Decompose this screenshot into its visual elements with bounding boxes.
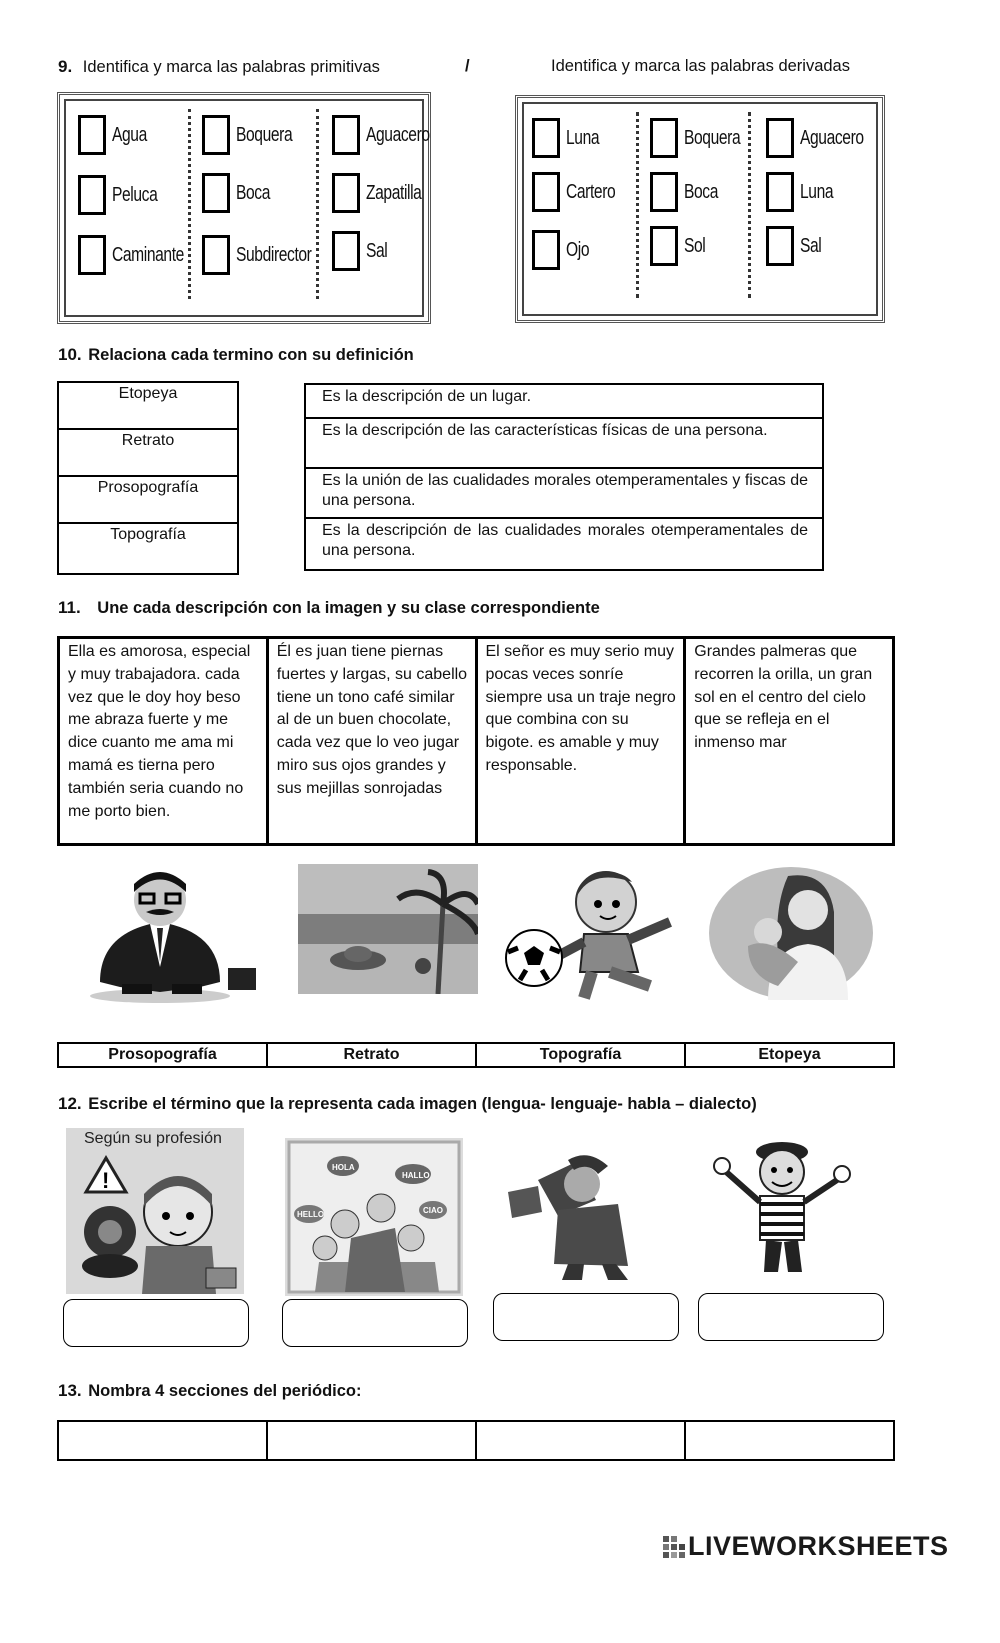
section-input[interactable] <box>477 1422 686 1459</box>
beach-icon <box>298 864 478 994</box>
word-label: Cartero <box>566 180 616 203</box>
q9-separator: / <box>465 57 470 75</box>
q13-title: Nombra 4 secciones del periódico: <box>88 1382 362 1400</box>
descriptions-table <box>57 636 895 846</box>
mime-image[interactable] <box>704 1130 860 1276</box>
word-item[interactable] <box>332 173 437 213</box>
q9-heading <box>58 57 380 77</box>
children-languages-icon <box>285 1138 463 1296</box>
word-item[interactable] <box>202 235 333 275</box>
speech-bubble: CIAO <box>423 1206 443 1215</box>
checkbox[interactable] <box>532 230 560 270</box>
answer-input[interactable] <box>63 1299 249 1347</box>
image-caption: Según su profesión <box>84 1130 222 1147</box>
description-cell[interactable]: Grandes palmeras que recorren la orilla, un gran sol en el centro del cielo que se refleja en el inmenso mar <box>694 643 873 752</box>
mechanic-icon <box>66 1128 244 1294</box>
word-label: Boquera <box>236 123 293 146</box>
checkbox[interactable] <box>766 118 794 158</box>
businessman-icon <box>60 862 260 1004</box>
businessman-image[interactable] <box>60 862 260 1004</box>
term-cell[interactable]: Prosopografía <box>59 477 237 524</box>
word-item[interactable] <box>766 226 827 266</box>
definition-cell[interactable]: Es la descripción de las características físicas de una persona. <box>306 419 822 469</box>
word-item[interactable] <box>78 235 204 275</box>
word-item[interactable] <box>532 172 629 212</box>
definitions-table <box>304 383 824 571</box>
primitive-words-box <box>57 92 431 324</box>
svg-text:!: ! <box>102 1168 110 1193</box>
definition-cell[interactable]: Es la descripción de un lugar. <box>306 385 822 419</box>
word-label: Luna <box>800 180 834 203</box>
q11-heading <box>58 598 600 618</box>
beggar-image[interactable] <box>498 1140 662 1286</box>
word-label: Ojo <box>566 238 590 261</box>
children-languages-image[interactable] <box>285 1138 463 1296</box>
word-item[interactable] <box>650 172 728 212</box>
definition-cell[interactable]: Es la descripción de las cualidades morales otemperamentales de una persona. <box>322 522 808 559</box>
mother-baby-icon <box>708 866 874 1000</box>
word-item[interactable] <box>332 115 448 155</box>
checkbox[interactable] <box>78 115 106 155</box>
word-label: Subdirector <box>236 243 312 266</box>
q9-right-title: Identifica y marca las palabras derivadas <box>551 57 850 75</box>
checkbox[interactable] <box>202 235 230 275</box>
definition-cell[interactable]: Es la unión de las cualidades morales otemperamentales y fiscas de una persona. <box>306 469 822 519</box>
checkbox[interactable] <box>332 231 360 271</box>
description-cell[interactable]: El señor es muy serio muy pocas veces sonríe siempre usa un traje negro que combina con su bigote. es amable y muy responsable. <box>478 639 687 843</box>
class-label[interactable]: Topografía <box>477 1044 686 1066</box>
checkbox[interactable] <box>332 115 360 155</box>
term-cell[interactable]: Topografía <box>110 526 186 543</box>
word-label: Boca <box>236 181 271 204</box>
answer-input[interactable] <box>698 1293 884 1341</box>
mechanic-image[interactable] <box>66 1128 244 1294</box>
word-label: Luna <box>566 126 600 149</box>
section-input[interactable] <box>686 1422 893 1459</box>
checkbox[interactable] <box>332 173 360 213</box>
derived-words-box <box>515 95 885 323</box>
class-label[interactable]: Prosopografía <box>59 1044 268 1066</box>
word-label: Agua <box>112 123 147 146</box>
word-item[interactable] <box>766 118 882 158</box>
checkbox[interactable] <box>650 172 678 212</box>
q12-heading <box>58 1094 757 1114</box>
checkbox[interactable] <box>650 226 678 266</box>
word-label: Aguacero <box>800 126 864 149</box>
word-item[interactable] <box>332 231 393 271</box>
checkbox[interactable] <box>202 115 230 155</box>
word-item[interactable] <box>532 118 609 158</box>
word-label: Peluca <box>112 183 158 206</box>
speech-bubble: HELLO <box>297 1210 325 1219</box>
soccer-boy-icon <box>500 862 686 1006</box>
word-label: Boca <box>684 180 719 203</box>
word-label: Zapatilla <box>366 181 422 204</box>
description-cell[interactable]: Él es juan tiene piernas fuertes y largas, su cabello tiene un tono café similar al de un buen chocolate, cada vez que lo veo jugar miro sus ojos grandes y sus mejillas sonrojadas <box>269 639 478 843</box>
word-label: Boquera <box>684 126 741 149</box>
q10-title: Relaciona cada termino con su definición <box>88 346 414 364</box>
checkbox[interactable] <box>650 118 678 158</box>
beach-image[interactable] <box>298 864 478 994</box>
word-item[interactable] <box>532 230 596 270</box>
soccer-boy-image[interactable] <box>500 862 686 1006</box>
checkbox[interactable] <box>766 226 794 266</box>
checkbox[interactable] <box>202 173 230 213</box>
class-label[interactable]: Retrato <box>268 1044 477 1066</box>
mime-icon <box>704 1130 860 1276</box>
description-cell[interactable]: Ella es amorosa, especial y muy trabajadora. cada vez que le doy hoy beso me abraza fuerte y me dice cuanto me ama mi mamá es tierna pero también seria cuando no me porto bien. <box>60 639 269 843</box>
q9-left-title: Identifica y marca las palabras primitivas <box>82 58 380 76</box>
answer-input[interactable] <box>282 1299 468 1347</box>
speech-bubble: HALLO <box>402 1171 430 1180</box>
section-input[interactable] <box>59 1422 268 1459</box>
q10-number: 10. <box>58 345 82 364</box>
word-label: Aguacero <box>366 123 430 146</box>
liveworksheets-brand[interactable]: LIVEWORKSHEETS <box>688 1531 949 1561</box>
answer-input[interactable] <box>493 1293 679 1341</box>
checkbox[interactable] <box>78 175 106 215</box>
q13-number: 13. <box>58 1381 82 1400</box>
divider <box>636 112 639 298</box>
word-item[interactable] <box>78 175 170 215</box>
word-item[interactable] <box>78 115 157 155</box>
section-input[interactable] <box>268 1422 477 1459</box>
speech-bubble: HOLA <box>332 1163 355 1172</box>
term-cell[interactable]: Etopeya <box>59 383 237 430</box>
newspaper-sections-table <box>57 1420 895 1461</box>
word-label: Sol <box>684 234 706 257</box>
mother-baby-image[interactable] <box>708 866 874 1000</box>
q12-number: 12. <box>58 1094 82 1113</box>
class-label[interactable]: Etopeya <box>758 1046 821 1063</box>
q11-title: Une cada descripción con la imagen y su clase correspondiente <box>97 599 600 617</box>
terms-table <box>57 381 239 575</box>
q13-heading <box>58 1381 361 1401</box>
word-item[interactable] <box>650 118 756 158</box>
word-label: Sal <box>800 234 822 257</box>
word-label: Caminante <box>112 243 184 266</box>
class-labels-table <box>57 1042 895 1068</box>
checkbox[interactable] <box>78 235 106 275</box>
word-item[interactable] <box>766 172 843 212</box>
checkbox[interactable] <box>532 118 560 158</box>
word-label: Sal <box>366 239 388 262</box>
q12-title: Escribe el término que la representa cada imagen (lengua- lenguaje- habla – dialecto) <box>88 1095 757 1113</box>
word-item[interactable] <box>202 173 280 213</box>
q9-number: 9. <box>58 57 73 76</box>
word-item[interactable] <box>202 115 308 155</box>
q11-number: 11. <box>58 598 81 617</box>
checkbox[interactable] <box>766 172 794 212</box>
checkbox[interactable] <box>532 172 560 212</box>
beggar-icon <box>498 1140 662 1286</box>
q10-heading <box>58 345 414 365</box>
word-item[interactable] <box>650 226 711 266</box>
term-cell[interactable]: Retrato <box>59 430 237 477</box>
liveworksheets-logo-icon <box>663 1536 685 1560</box>
